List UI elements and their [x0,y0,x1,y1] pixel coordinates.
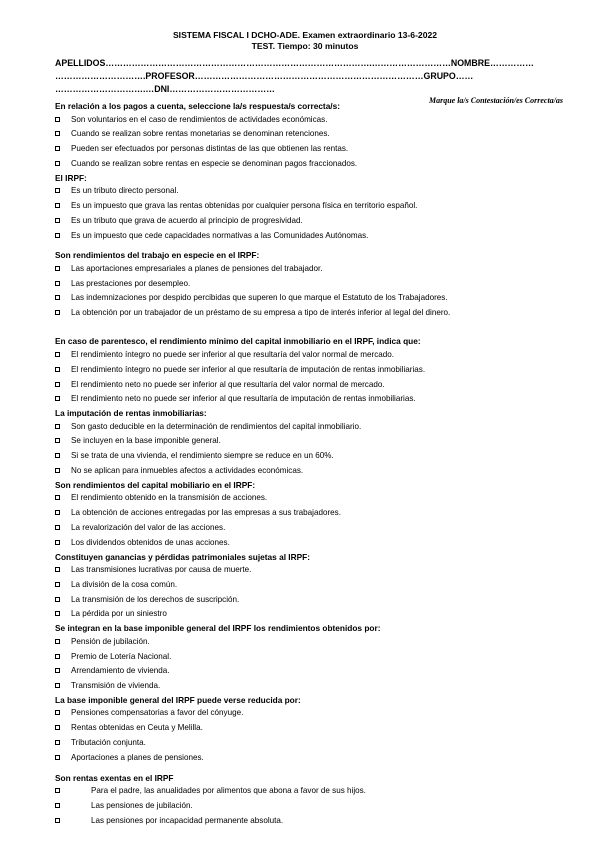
checkbox-icon[interactable] [55,367,60,372]
answer-option-label: El rendimiento neto no puede ser inferior al que resultaría de imputación de rentas inmobiliarias. [71,394,416,404]
checkbox-icon[interactable] [55,295,60,300]
answer-option[interactable] [55,650,555,665]
answer-option-label: Es un tributo directo personal. [71,186,179,196]
answer-option-label: Son voluntarios en el caso de rendimientos de actividades económicas. [71,114,328,124]
answer-option[interactable] [55,291,555,306]
answer-option-label: Se incluyen en la base imponible general. [71,436,221,446]
checkbox-icon[interactable] [55,161,60,166]
answer-option-label: Rentas obtenidas en Ceuta y Melilla. [71,723,203,733]
answer-option-label: Las pensiones por incapacidad permanente absoluta. [91,815,284,825]
answer-option[interactable] [55,184,555,199]
answer-option-label: El rendimiento íntegro no puede ser inferior al que resultaría de imputación de rentas inmobiliarias. [71,364,426,374]
checkbox-icon[interactable] [55,683,60,688]
answer-option-label: La transmisión de los derechos de suscripción. [71,594,240,604]
answer-option-label: Pensiones compensatorias a favor del cónyuge. [71,708,244,718]
instruction-text: Marque la/s Contestación/es Correcta/as [428,96,563,105]
answer-option-label: Las prestaciones por desempleo. [71,278,191,288]
answer-option-label: La división de la cosa común. [71,579,178,589]
answer-option[interactable] [55,434,555,449]
question-text: El IRPF: [55,172,87,183]
question-text: Son rendimientos del capital mobiliario en el IRPF: [55,479,256,490]
name-field-row[interactable]: APELLIDOS……………………………………………………………………………….………………………NOMBRE…………… [55,58,534,68]
exam-title: SISTEMA FISCAL I DCHO-ADE. Examen extraordinario 13-6-2022 [172,30,438,40]
answer-option-label: La revalorización del valor de las acciones. [71,522,226,532]
checkbox-icon[interactable] [55,468,60,473]
question-text: La base imponible general del IRPF puede verse reducida por: [55,694,301,705]
answer-option[interactable] [55,721,555,736]
exam-page [55,0,563,828]
answer-option[interactable] [55,563,555,578]
checkbox-icon[interactable] [55,818,60,823]
checkbox-icon[interactable] [55,540,60,545]
answer-option-label: Pensión de jubilación. [71,636,150,646]
answer-option[interactable] [55,464,555,479]
checkbox-icon[interactable] [55,755,60,760]
answer-option-label: Cuando se realizan sobre rentas en especie se denominan pagos fraccionados. [71,158,358,168]
answer-option[interactable] [55,607,555,622]
answer-option-label: La pérdida por un siniestro [71,609,167,619]
answer-option[interactable] [55,142,555,157]
question-text: Se integran en la base imponible general del IRPF los rendimientos obtenidos por: [55,623,381,634]
answer-option[interactable] [55,736,555,751]
checkbox-icon[interactable] [55,233,60,238]
question-text: La imputación de rentas inmobiliarias: [55,408,207,419]
answer-option[interactable] [55,679,555,694]
answer-option-label: Es un impuesto que grava las rentas obtenidas por cualquier persona física en territorio español. [71,200,418,210]
answer-option-label: Cuando se realizan sobre rentas monetarias se denominan retenciones. [71,129,330,139]
checkbox-icon[interactable] [55,438,60,443]
checkbox-icon[interactable] [55,218,60,223]
answer-option[interactable] [55,536,555,551]
answer-option[interactable] [55,506,555,521]
answer-option-label: La obtención de acciones entregadas por las empresas a sus trabajadores. [71,508,341,518]
checkbox-icon[interactable] [55,582,60,587]
answer-option-label: El rendimiento neto no puede ser inferior al que resultaría del valor normal de mercado. [71,379,385,389]
answer-option-label: Las aportaciones empresariales a planes de pensiones del trabajador. [71,263,323,273]
answer-option[interactable] [55,449,555,464]
question-text: Constituyen ganancias y pérdidas patrimoniales sujetas al IRPF: [55,551,310,562]
answer-option[interactable] [55,392,555,407]
checkbox-icon[interactable] [55,710,60,715]
checkbox-icon[interactable] [55,668,60,673]
checkbox-icon[interactable] [55,510,60,515]
answer-option-label: Arrendamiento de vivienda. [71,666,170,676]
professor-field-row[interactable]: ………………………….PROFESOR……………………………………………………………………GRUPO…… [55,71,474,81]
checkbox-icon[interactable] [55,567,60,572]
answer-option[interactable] [55,127,555,142]
answer-option-label: Es un tributo que grava de acuerdo al principio de progresividad. [71,215,303,225]
answer-option[interactable] [55,799,555,814]
question-text: En caso de parentesco, el rendimiento mínimo del capital inmobiliario en el IRPF, indica que: [55,336,421,347]
checkbox-icon[interactable] [55,352,60,357]
question-text: Son rentas exentas en el IRPF [55,772,174,783]
answer-option[interactable] [55,706,555,721]
dni-field-row[interactable]: ………………………….…DNI……………………………… [55,84,275,94]
checkbox-icon[interactable] [55,740,60,745]
checkbox-icon[interactable] [55,725,60,730]
question-text: Son rendimientos del trabajo en especie en el IRPF: [55,250,260,261]
answer-option[interactable] [55,277,555,292]
answer-option-label: Para el padre, las anualidades por alimentos que abona a favor de sus hijos. [91,786,366,796]
answer-option[interactable] [55,229,555,244]
answer-option[interactable] [55,348,555,363]
checkbox-icon[interactable] [55,396,60,401]
answer-option[interactable] [55,635,555,650]
answer-option[interactable] [55,420,555,435]
answer-option-label: Si se trata de una vivienda, el rendimiento siempre se reduce en un 60%. [71,451,334,461]
checkbox-icon[interactable] [55,266,60,271]
answer-option[interactable] [55,664,555,679]
question-text: En relación a los pagos a cuenta, seleccione la/s respuesta/s correcta/s: [55,101,340,111]
checkbox-icon[interactable] [55,495,60,500]
checkbox-icon[interactable] [55,281,60,286]
checkbox-icon[interactable] [55,611,60,616]
answer-option-label: No se aplican para inmuebles afectos a actividades económicas. [71,466,304,476]
checkbox-icon[interactable] [55,788,60,793]
answer-option[interactable] [55,262,555,277]
answer-option[interactable] [55,113,555,128]
student-fields [55,57,555,96]
answer-option[interactable] [55,593,555,608]
answer-option-label: La obtención por un trabajador de un préstamo de su empresa a tipo de interés inferior al legal del dinero. [71,308,451,318]
answer-option-label: Las indemnizaciones por despido percibidas que superen lo que marque el Estatuto de los Trabajadores. [71,293,448,303]
answer-option-label: Las transmisiones lucrativas por causa de muerte. [71,565,252,575]
checkbox-icon[interactable] [55,453,60,458]
checkbox-icon[interactable] [55,146,60,151]
answer-option-label: El rendimiento íntegro no puede ser inferior al que resultaría del valor normal de mercado. [71,349,395,359]
answer-option[interactable] [55,578,555,593]
answer-option-label: Tributación conjunta. [71,738,146,747]
answer-option-label: Los dividendos obtenidos de unas acciones. [71,537,230,547]
answer-option-label: Premio de Lotería Nacional. [71,651,172,661]
answer-option[interactable] [55,751,555,766]
checkbox-icon[interactable] [55,597,60,602]
checkbox-icon[interactable] [55,382,60,387]
section-spacer [55,319,555,335]
answer-option-label: Transmisión de vivienda. [71,681,161,691]
answer-option-label: Son gasto deducible en la determinación de rendimientos del capital inmobiliario. [71,421,362,431]
checkbox-icon[interactable] [55,117,60,122]
checkbox-icon[interactable] [55,310,60,315]
checkbox-icon[interactable] [55,654,60,659]
answer-option[interactable] [55,784,555,799]
answer-option[interactable] [55,521,555,536]
answer-option[interactable] [55,306,555,319]
answer-option[interactable] [55,214,555,229]
answer-option-label: Pueden ser efectuados por personas distintas de las que obtienen las rentas. [71,144,349,154]
checkbox-icon[interactable] [55,188,60,193]
answer-option-label: Aportaciones a planes de pensiones. [71,752,204,762]
exam-subtitle: TEST. Tiempo: 30 minutos [251,41,359,51]
answer-option[interactable] [55,814,555,829]
answer-option[interactable] [55,491,555,506]
checkbox-icon[interactable] [55,131,60,136]
checkbox-icon[interactable] [55,525,60,530]
answer-option[interactable] [55,199,555,214]
checkbox-icon[interactable] [55,639,60,644]
answer-option[interactable] [55,363,555,378]
answer-option-label: El rendimiento obtenido en la transmisión de acciones. [71,493,268,503]
answer-option-label: Las pensiones de jubilación. [91,800,193,810]
answer-option[interactable] [55,378,555,393]
questions-list [55,100,555,828]
answer-option[interactable] [55,157,555,172]
answer-option-label: Es un impuesto que cede capacidades normativas a las Comunidades Autónomas. [71,230,369,240]
checkbox-icon[interactable] [55,203,60,208]
checkbox-icon[interactable] [55,424,60,429]
checkbox-icon[interactable] [55,803,60,808]
